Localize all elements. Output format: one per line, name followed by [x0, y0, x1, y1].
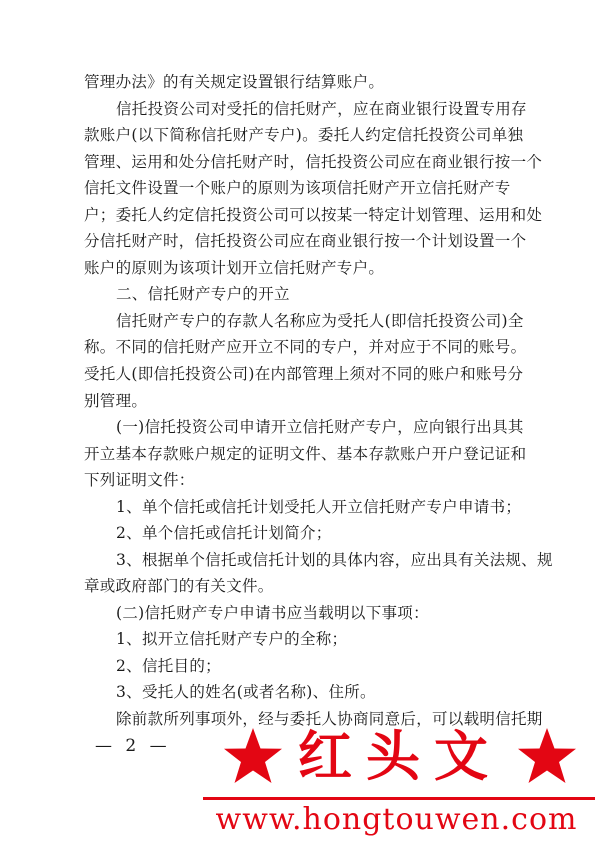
body-line: 信托财产专户的存款人名称应为受托人(即信托投资公司)全: [116, 312, 524, 330]
body-line: 管理办法》的有关规定设置银行结算账户。: [84, 73, 385, 91]
page-number: — 2 —: [95, 736, 171, 756]
watermark-url: www.hongtouwen.com: [215, 802, 578, 837]
body-line: 下列证明文件：: [84, 471, 195, 489]
body-line: 称。不同的信托财产应开立不同的专户，并对应于不同的账号。: [84, 338, 527, 356]
list-item: 1、拟开立信托财产专户的全称；: [116, 630, 348, 648]
body-line: 分信托财产时，信托投资公司应在商业银行按一个计划设置一个: [84, 232, 527, 250]
star-icon: [222, 726, 284, 786]
body-line: 受托人(即信托投资公司)在内部管理上须对不同的账户和账号分: [84, 365, 524, 383]
body-line: 信托投资公司对受托的信托财产，应在商业银行设置专用存: [116, 100, 527, 118]
body-line: 管理、运用和处分信托财产时，信托投资公司应在商业银行按一个: [84, 153, 543, 171]
watermark-text: 红头文: [298, 724, 502, 788]
list-item: 2、单个信托或信托计划简介；: [116, 524, 332, 542]
body-line: 除前款所列事项外，经与委托人协商同意后，可以载明信托期: [116, 710, 543, 728]
body-line: 信托文件设置一个账户的原则为该项信托财产开立信托财产专: [84, 179, 511, 197]
body-line: 账户的原则为该项计划开立信托财产专户。: [84, 259, 385, 277]
list-item: 3、受托人的姓名(或者名称)、住所。: [116, 683, 376, 701]
section-heading: 二、信托财产专户的开立: [116, 285, 290, 303]
body-line: 款账户(以下简称信托财产专户)。委托人约定信托投资公司单独: [84, 126, 524, 144]
body-line: (二)信托财产专户申请书应当载明以下事项：: [116, 604, 429, 622]
body-line: 户；委托人约定信托投资公司可以按某一特定计划管理、运用和处: [84, 206, 543, 224]
list-item: 1、单个信托或信托计划受托人开立信托财产专户申请书；: [116, 498, 522, 516]
body-line: 开立基本存款账户规定的证明文件、基本存款账户开户登记证和: [84, 445, 527, 463]
body-line: (一)信托投资公司申请开立信托财产专户，应向银行出具其: [116, 418, 524, 436]
list-item: 2、信托目的；: [116, 657, 221, 675]
body-line: 别管理。: [84, 392, 148, 410]
list-item: 3、根据单个信托或信托计划的具体内容，应出具有关法规、规: [116, 551, 553, 569]
star-icon: [516, 726, 578, 786]
body-line: 章或政府部门的有关文件。: [84, 577, 274, 595]
watermark-stamp: [222, 726, 578, 786]
